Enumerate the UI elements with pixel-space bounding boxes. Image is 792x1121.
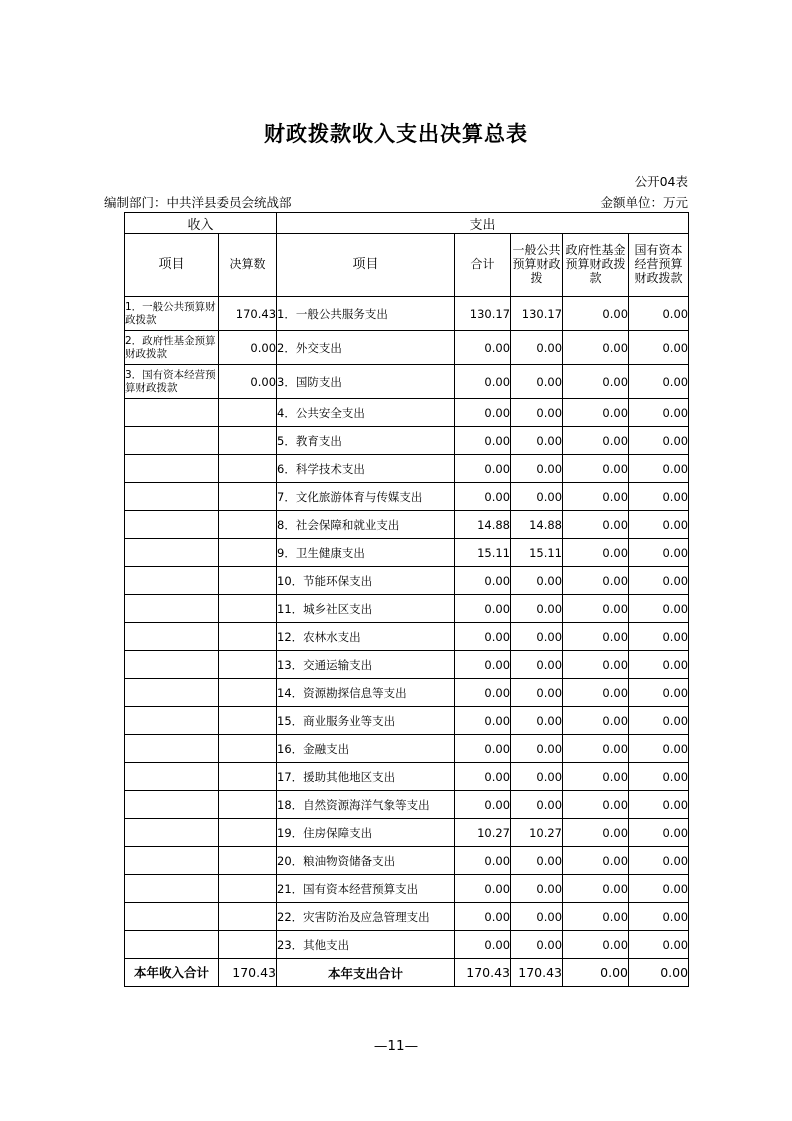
expenditure-item-label: 17．援助其他地区支出 (277, 763, 455, 791)
expenditure-total: 0.00 (455, 735, 511, 763)
income-value-empty (219, 679, 277, 707)
income-value-empty (219, 763, 277, 791)
table-row (125, 931, 689, 959)
income-value-empty (219, 875, 277, 903)
col-header-income-item: 项目 (125, 234, 219, 297)
expenditure-general: 0.00 (511, 483, 563, 511)
expenditure-general: 0.00 (511, 365, 563, 399)
expenditure-fund: 0.00 (563, 483, 629, 511)
group-header-income: 收入 (125, 213, 277, 234)
expenditure-general: 10.27 (511, 819, 563, 847)
expenditure-total: 0.00 (455, 595, 511, 623)
income-item-value: 0.00 (219, 331, 277, 365)
income-item-empty (125, 399, 219, 427)
expenditure-item-label: 23．其他支出 (277, 931, 455, 959)
income-item-empty (125, 763, 219, 791)
expenditure-total-label: 本年支出合计 (277, 959, 455, 987)
expenditure-item-label: 1．一般公共服务支出 (277, 297, 455, 331)
table-row (125, 735, 689, 763)
expenditure-total: 0.00 (455, 791, 511, 819)
expenditure-state: 0.00 (629, 735, 689, 763)
expenditure-total-general: 170.43 (511, 959, 563, 987)
table-row (125, 763, 689, 791)
expenditure-total: 0.00 (455, 847, 511, 875)
income-value-empty (219, 791, 277, 819)
income-total-label: 本年收入合计 (125, 959, 219, 987)
expenditure-item-label: 3．国防支出 (277, 365, 455, 399)
expenditure-fund: 0.00 (563, 707, 629, 735)
col-header-state-capital-budget: 国有资本经营预算财政拨款 (629, 234, 689, 297)
expenditure-general: 0.00 (511, 427, 563, 455)
income-item-empty (125, 427, 219, 455)
amount-unit-label: 金额单位：万元 (600, 195, 688, 210)
expenditure-state: 0.00 (629, 707, 689, 735)
income-item-empty (125, 819, 219, 847)
table-row (125, 595, 689, 623)
expenditure-item-label: 22．灾害防治及应急管理支出 (277, 903, 455, 931)
income-item-empty (125, 651, 219, 679)
expenditure-total-value: 170.43 (455, 959, 511, 987)
form-code-label: 公开04表 (634, 174, 688, 189)
expenditure-general: 0.00 (511, 931, 563, 959)
expenditure-state: 0.00 (629, 539, 689, 567)
department-line (104, 193, 292, 211)
page-number: —11— (373, 1038, 419, 1054)
expenditure-fund: 0.00 (563, 679, 629, 707)
table-row (125, 331, 689, 365)
expenditure-general: 0.00 (511, 875, 563, 903)
income-item-empty (125, 455, 219, 483)
table-row (125, 399, 689, 427)
income-item-empty (125, 679, 219, 707)
income-value-empty (219, 651, 277, 679)
income-item-empty (125, 847, 219, 875)
expenditure-fund: 0.00 (563, 875, 629, 903)
expenditure-fund: 0.00 (563, 931, 629, 959)
table-row (125, 623, 689, 651)
expenditure-item-label: 4．公共安全支出 (277, 399, 455, 427)
income-item-empty (125, 931, 219, 959)
income-item-empty (125, 623, 219, 651)
expenditure-state: 0.00 (629, 511, 689, 539)
income-item-value: 170.43 (219, 297, 277, 331)
expenditure-general: 0.00 (511, 455, 563, 483)
table-row (125, 651, 689, 679)
expenditure-general: 0.00 (511, 735, 563, 763)
expenditure-total: 0.00 (455, 763, 511, 791)
table-row (125, 455, 689, 483)
expenditure-item-label: 2．外交支出 (277, 331, 455, 365)
income-value-empty (219, 427, 277, 455)
expenditure-fund: 0.00 (563, 297, 629, 331)
expenditure-total: 0.00 (455, 567, 511, 595)
expenditure-general: 15.11 (511, 539, 563, 567)
expenditure-general: 0.00 (511, 763, 563, 791)
table-row (125, 539, 689, 567)
department-name: 中共洋县委员会统战部 (166, 195, 292, 210)
meta-row (104, 193, 688, 211)
expenditure-total: 15.11 (455, 539, 511, 567)
expenditure-state: 0.00 (629, 595, 689, 623)
expenditure-state: 0.00 (629, 567, 689, 595)
expenditure-total: 0.00 (455, 331, 511, 365)
expenditure-total: 0.00 (455, 427, 511, 455)
table-row (125, 679, 689, 707)
expenditure-item-label: 15．商业服务业等支出 (277, 707, 455, 735)
expenditure-total: 0.00 (455, 875, 511, 903)
expenditure-fund: 0.00 (563, 763, 629, 791)
expenditure-state: 0.00 (629, 365, 689, 399)
expenditure-general: 0.00 (511, 791, 563, 819)
table-row (125, 875, 689, 903)
col-header-general-budget: 一般公共预算财政拨 (511, 234, 563, 297)
expenditure-general: 0.00 (511, 399, 563, 427)
expenditure-fund: 0.00 (563, 847, 629, 875)
expenditure-general: 0.00 (511, 595, 563, 623)
income-item-empty (125, 567, 219, 595)
expenditure-state: 0.00 (629, 427, 689, 455)
expenditure-item-label: 19．住房保障支出 (277, 819, 455, 847)
expenditure-general: 0.00 (511, 567, 563, 595)
expenditure-fund: 0.00 (563, 427, 629, 455)
col-header-expenditure-item: 项目 (277, 234, 455, 297)
expenditure-general: 0.00 (511, 847, 563, 875)
expenditure-item-label: 13．交通运输支出 (277, 651, 455, 679)
income-value-empty (219, 819, 277, 847)
expenditure-item-label: 8．社会保障和就业支出 (277, 511, 455, 539)
expenditure-total: 10.27 (455, 819, 511, 847)
expenditure-item-label: 7．文化旅游体育与传媒支出 (277, 483, 455, 511)
department-label: 编制部门： (104, 195, 167, 210)
expenditure-item-label: 10．节能环保支出 (277, 567, 455, 595)
col-header-gov-fund-budget: 政府性基金预算财政拨款 (563, 234, 629, 297)
income-value-empty (219, 903, 277, 931)
expenditure-fund: 0.00 (563, 331, 629, 365)
expenditure-fund: 0.00 (563, 735, 629, 763)
income-item-empty (125, 707, 219, 735)
table-total-row (125, 959, 689, 987)
income-item-value: 0.00 (219, 365, 277, 399)
expenditure-total: 0.00 (455, 903, 511, 931)
col-header-expenditure-total: 合计 (455, 234, 511, 297)
expenditure-total-state: 0.00 (629, 959, 689, 987)
expenditure-total: 14.88 (455, 511, 511, 539)
expenditure-fund: 0.00 (563, 455, 629, 483)
expenditure-state: 0.00 (629, 679, 689, 707)
expenditure-general: 0.00 (511, 707, 563, 735)
expenditure-item-label: 18．自然资源海洋气象等支出 (277, 791, 455, 819)
expenditure-total: 0.00 (455, 623, 511, 651)
table-row (125, 707, 689, 735)
expenditure-general: 0.00 (511, 903, 563, 931)
expenditure-item-label: 12．农林水支出 (277, 623, 455, 651)
income-item-empty (125, 791, 219, 819)
income-value-empty (219, 847, 277, 875)
expenditure-total: 0.00 (455, 707, 511, 735)
income-item-empty (125, 903, 219, 931)
income-value-empty (219, 707, 277, 735)
page-title: 财政拨款收入支出决算总表 (264, 122, 528, 146)
expenditure-state: 0.00 (629, 903, 689, 931)
expenditure-fund: 0.00 (563, 595, 629, 623)
income-value-empty (219, 455, 277, 483)
income-value-empty (219, 595, 277, 623)
income-item-label: 3．国有资本经营预算财政拨款 (125, 365, 219, 399)
expenditure-total: 0.00 (455, 455, 511, 483)
table-row (125, 819, 689, 847)
expenditure-general: 0.00 (511, 651, 563, 679)
expenditure-general: 0.00 (511, 623, 563, 651)
income-value-empty (219, 399, 277, 427)
table-row (125, 483, 689, 511)
expenditure-fund: 0.00 (563, 623, 629, 651)
expenditure-fund: 0.00 (563, 567, 629, 595)
income-value-empty (219, 623, 277, 651)
expenditure-fund: 0.00 (563, 365, 629, 399)
income-item-empty (125, 875, 219, 903)
expenditure-item-label: 16．金融支出 (277, 735, 455, 763)
expenditure-total: 0.00 (455, 399, 511, 427)
expenditure-general: 14.88 (511, 511, 563, 539)
expenditure-general: 0.00 (511, 331, 563, 365)
expenditure-item-label: 6．科学技术支出 (277, 455, 455, 483)
income-item-empty (125, 735, 219, 763)
expenditure-total: 0.00 (455, 651, 511, 679)
table-row (125, 903, 689, 931)
income-item-empty (125, 595, 219, 623)
expenditure-total-fund: 0.00 (563, 959, 629, 987)
expenditure-total: 0.00 (455, 365, 511, 399)
expenditure-state: 0.00 (629, 763, 689, 791)
table-row (125, 567, 689, 595)
income-item-empty (125, 511, 219, 539)
expenditure-general: 0.00 (511, 679, 563, 707)
expenditure-state: 0.00 (629, 791, 689, 819)
income-value-empty (219, 567, 277, 595)
expenditure-total: 0.00 (455, 931, 511, 959)
table-row (125, 791, 689, 819)
income-total-value: 170.43 (219, 959, 277, 987)
income-value-empty (219, 511, 277, 539)
expenditure-fund: 0.00 (563, 819, 629, 847)
expenditure-state: 0.00 (629, 875, 689, 903)
expenditure-item-label: 21．国有资本经营预算支出 (277, 875, 455, 903)
income-item-empty (125, 483, 219, 511)
table-row (125, 847, 689, 875)
expenditure-total: 0.00 (455, 679, 511, 707)
expenditure-state: 0.00 (629, 331, 689, 365)
expenditure-total: 0.00 (455, 483, 511, 511)
income-value-empty (219, 931, 277, 959)
expenditure-state: 0.00 (629, 623, 689, 651)
income-value-empty (219, 483, 277, 511)
expenditure-state: 0.00 (629, 483, 689, 511)
expenditure-fund: 0.00 (563, 651, 629, 679)
expenditure-item-label: 20．粮油物资储备支出 (277, 847, 455, 875)
expenditure-item-label: 14．资源勘探信息等支出 (277, 679, 455, 707)
expenditure-fund: 0.00 (563, 539, 629, 567)
expenditure-fund: 0.00 (563, 511, 629, 539)
table-row (125, 297, 689, 331)
income-item-empty (125, 539, 219, 567)
expenditure-fund: 0.00 (563, 399, 629, 427)
expenditure-state: 0.00 (629, 455, 689, 483)
income-value-empty (219, 539, 277, 567)
expenditure-item-label: 5．教育支出 (277, 427, 455, 455)
expenditure-item-label: 11．城乡社区支出 (277, 595, 455, 623)
expenditure-state: 0.00 (629, 651, 689, 679)
expenditure-state: 0.00 (629, 847, 689, 875)
income-item-label: 2．政府性基金预算财政拨款 (125, 331, 219, 365)
expenditure-fund: 0.00 (563, 903, 629, 931)
financial-appropriation-table (124, 212, 689, 987)
expenditure-general: 130.17 (511, 297, 563, 331)
expenditure-total: 130.17 (455, 297, 511, 331)
table-row (125, 427, 689, 455)
expenditure-item-label: 9．卫生健康支出 (277, 539, 455, 567)
income-value-empty (219, 735, 277, 763)
expenditure-state: 0.00 (629, 399, 689, 427)
col-header-income-final: 决算数 (219, 234, 277, 297)
table-column-header-row (125, 234, 689, 297)
group-header-expenditure: 支出 (277, 213, 689, 234)
table-row (125, 365, 689, 399)
income-item-label: 1．一般公共预算财政拨款 (125, 297, 219, 331)
expenditure-state: 0.00 (629, 819, 689, 847)
expenditure-fund: 0.00 (563, 791, 629, 819)
table-row (125, 511, 689, 539)
expenditure-state: 0.00 (629, 297, 689, 331)
expenditure-state: 0.00 (629, 931, 689, 959)
table-group-header-row (125, 213, 689, 234)
